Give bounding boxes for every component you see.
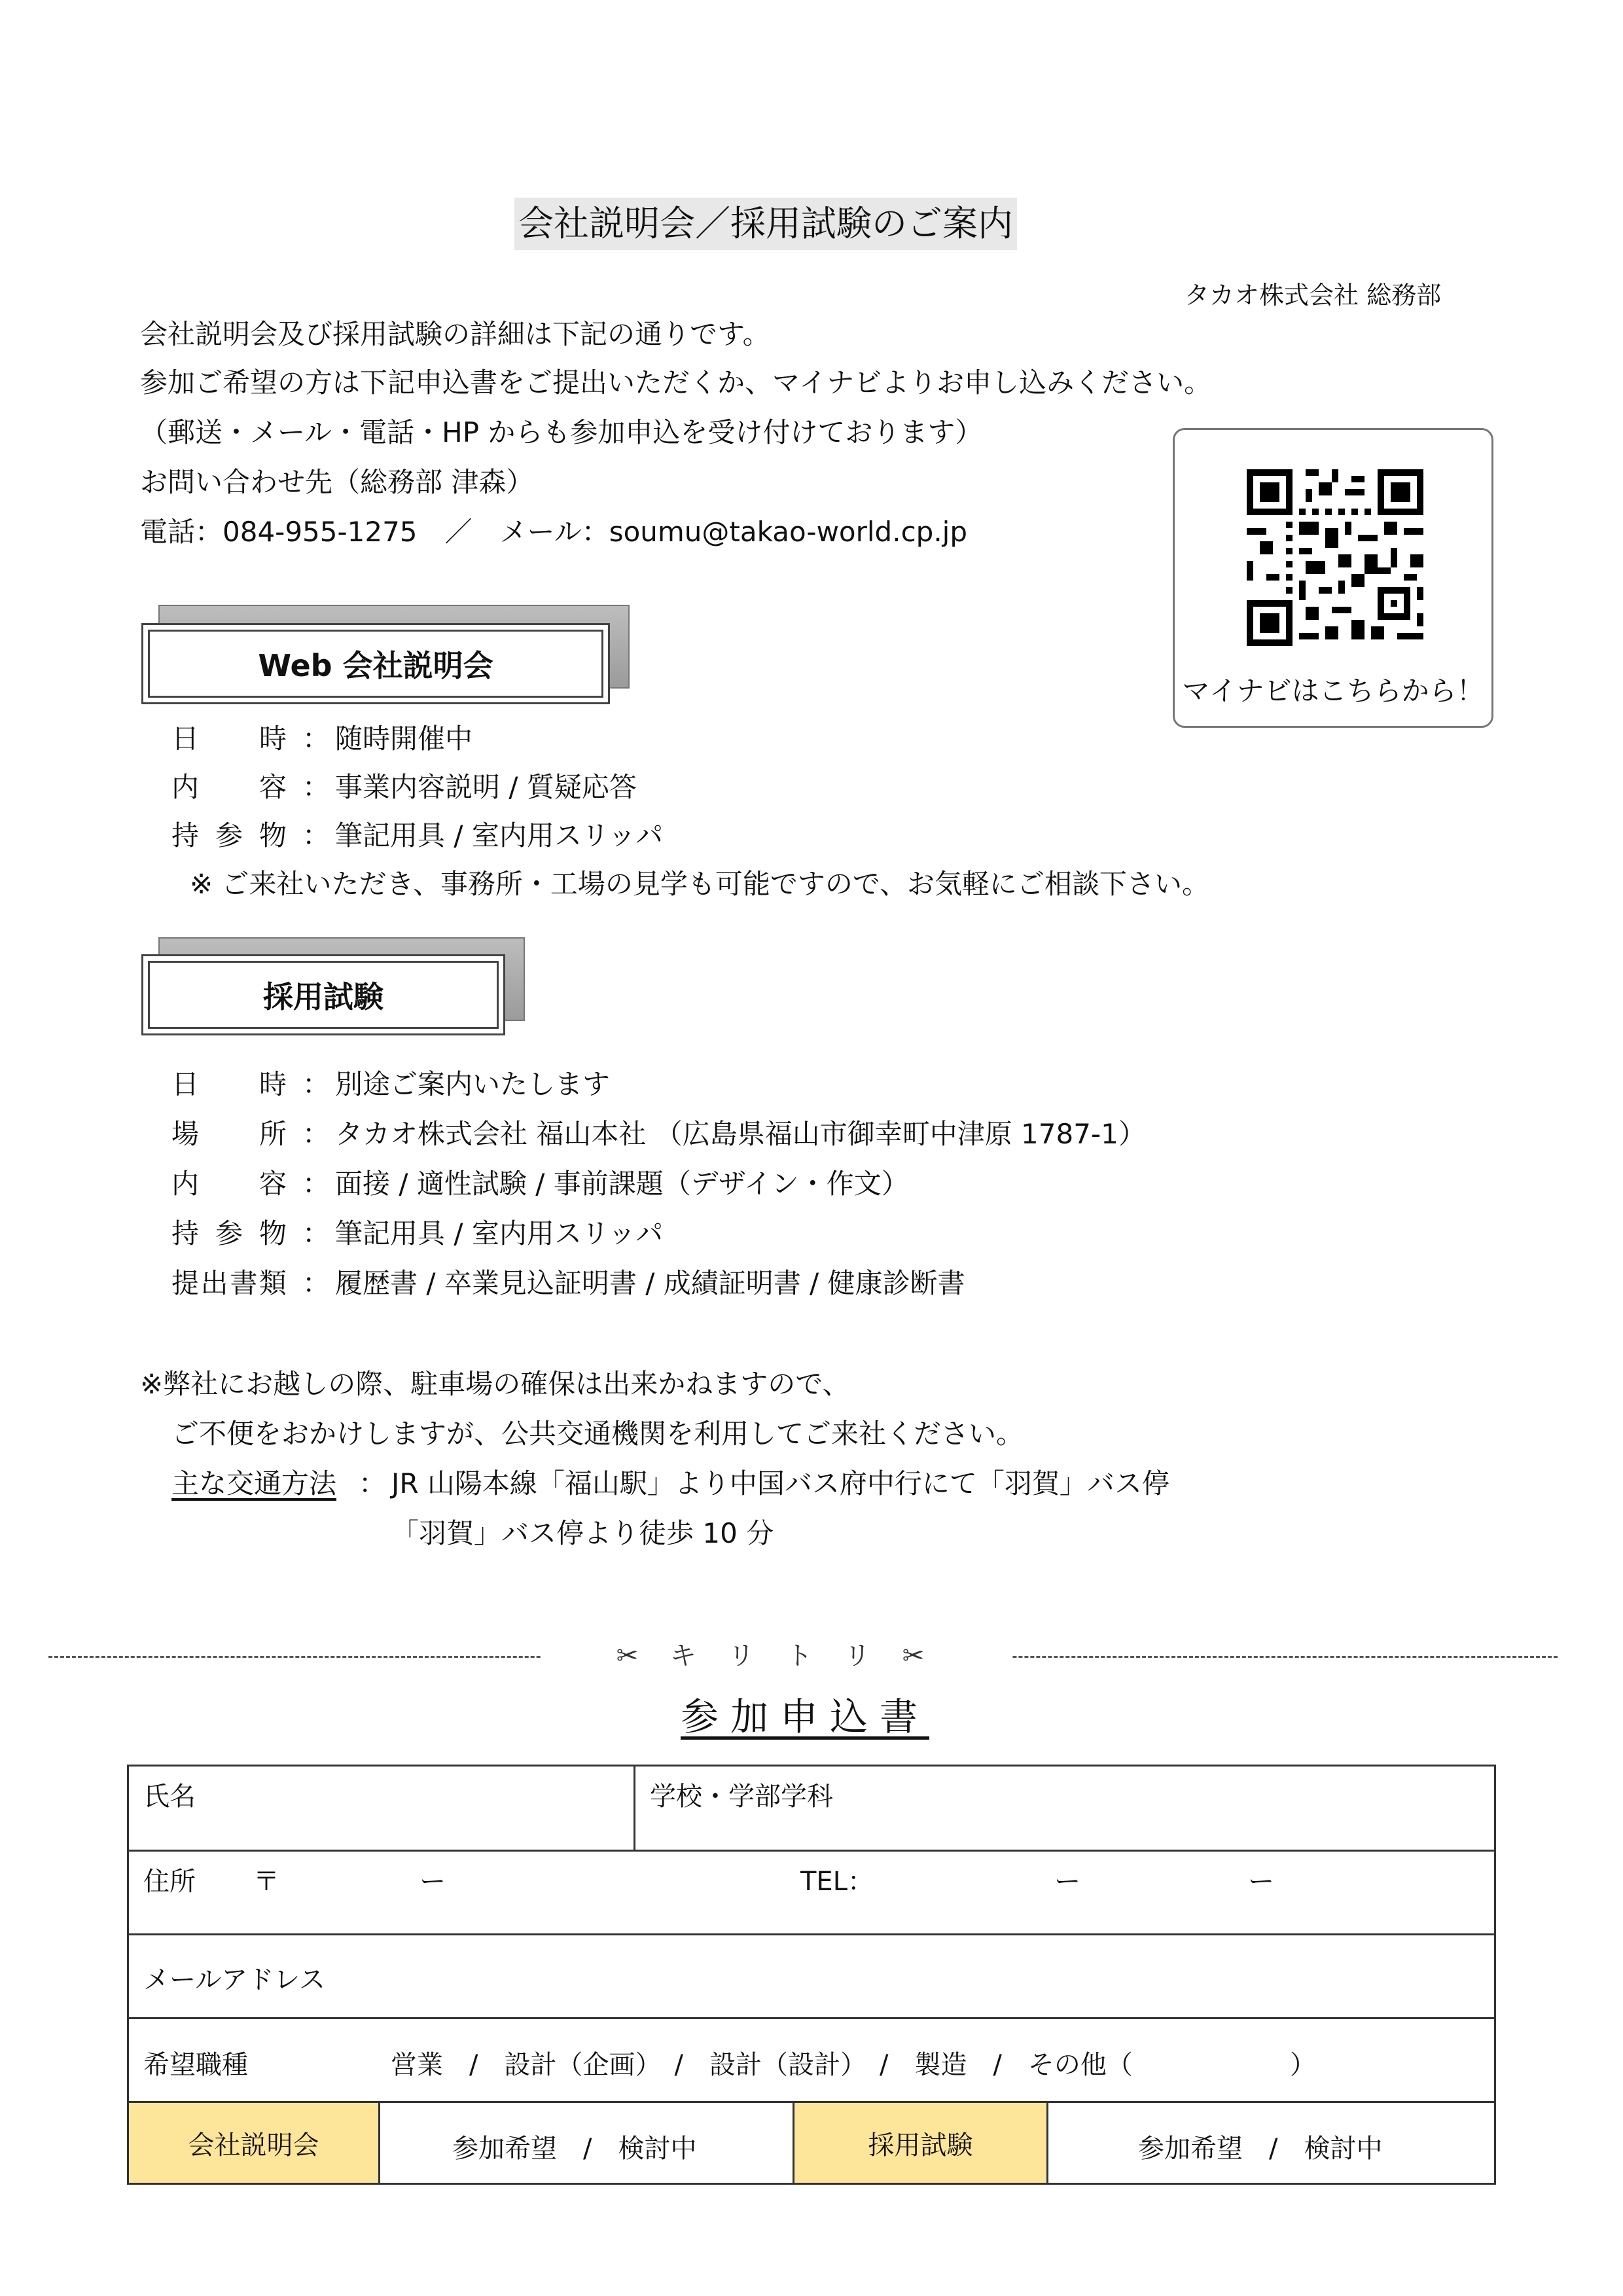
postal-dash: ー bbox=[419, 1867, 446, 1897]
web-seminar-heading: Web 会社説明会 bbox=[141, 623, 610, 704]
row-value: 面接 / 適性試験 / 事前課題（デザイン・作文） bbox=[335, 1168, 909, 1200]
row-value: タカオ株式会社 福山本社 （広島県福山市御幸町中津原 1787-1） bbox=[335, 1118, 1146, 1150]
row-value: 筆記用具 / 室内用スリッパ bbox=[335, 819, 664, 852]
exam-row-documents: 提 出 書 類 ： 履歴書 / 卒業見込証明書 / 成績証明書 / 健康診断書 bbox=[0, 1262, 1623, 1299]
school-field-label: 学校・学部学科 bbox=[650, 1782, 833, 1812]
qr-caption: マイナビはこちらから！ bbox=[1182, 675, 1484, 707]
mynavi-qr-box[interactable] bbox=[1173, 428, 1493, 728]
address-tel-input[interactable] bbox=[134, 1895, 1489, 1930]
row-value: 随時開催中 bbox=[335, 723, 473, 755]
contact-phone-email: 電話：084-955-1275 ／ メール：soumu@takao-world.cp.jp bbox=[140, 516, 968, 548]
intro-line-1: 会社説明会及び採用試験の詳細は下記の通りです。 bbox=[140, 318, 770, 350]
exam-row-bring: 持 参 物 ： 筆記用具 / 室内用スリッパ bbox=[0, 1212, 1623, 1249]
row-label: 内 容 bbox=[171, 1168, 287, 1200]
exam-row-content: 内 容 ： 面接 / 適性試験 / 事前課題（デザイン・作文） bbox=[0, 1162, 1623, 1199]
tel-dash-1: ー bbox=[1054, 1867, 1080, 1897]
cut-label: ✂ キ リ ト リ ✂ bbox=[541, 1639, 1012, 1673]
exam-row-place: 場 所 ： タカオ株式会社 福山本社 （広島県福山市御幸町中津原 1787-1） bbox=[0, 1113, 1623, 1149]
address-field-label: 住所 bbox=[143, 1867, 196, 1897]
exam-options[interactable]: 参加希望 / 検討中 bbox=[1138, 2134, 1383, 2164]
name-field-label: 氏名 bbox=[143, 1782, 196, 1812]
tel-field-label: TEL： bbox=[800, 1867, 874, 1897]
transport-label: 主な交通方法 bbox=[171, 1467, 337, 1499]
job-field-label: 希望職種 bbox=[143, 2050, 248, 2080]
row-label: 持 参 物 bbox=[171, 1217, 287, 1249]
row-label: 日 時 bbox=[171, 723, 287, 755]
row-label: 持 参 物 bbox=[171, 819, 287, 852]
web-seminar-note: ※ ご来社いただき、事務所・工場の見学も可能ですので、お気軽にご相談下さい。 bbox=[190, 868, 1210, 900]
intro-line-3: （郵送・メール・電話・HP からも参加申込を受け付けております） bbox=[140, 416, 983, 448]
exam-label-cell: 採用試験 bbox=[794, 2103, 1046, 2183]
page-title: 会社説明会／採用試験のご案内 bbox=[514, 198, 1017, 250]
row-value: 別途ご案内いたします bbox=[335, 1068, 611, 1100]
row-value: 履歴書 / 卒業見込証明書 / 成績証明書 / 健康診断書 bbox=[335, 1267, 965, 1299]
form-title: 参加申込書 bbox=[681, 1695, 930, 1739]
parking-note-1: ※弊社にお越しの際、駐車場の確保は出来かねますので、 bbox=[140, 1368, 850, 1400]
tel-dash-2: ー bbox=[1248, 1867, 1274, 1897]
transport-line-2: 「羽賀」バス停より徒歩 10 分 bbox=[391, 1517, 774, 1549]
web-row-bring: 持 参 物 ： 筆記用具 / 室内用スリッパ bbox=[0, 814, 1623, 851]
row-label: 日 時 bbox=[171, 1068, 287, 1100]
row-label: 場 所 bbox=[171, 1118, 287, 1150]
exam-row-date: 日 時 ： 別途ご案内いたします bbox=[0, 1063, 1623, 1100]
row-label: 内 容 bbox=[171, 771, 287, 803]
web-row-date: 日 時 ： 随時開催中 bbox=[0, 717, 1623, 754]
intro-line-2: 参加ご希望の方は下記申込書をご提出いただくか、マイナビよりお申し込みください。 bbox=[140, 367, 1212, 399]
seminar-options[interactable]: 参加希望 / 検討中 bbox=[452, 2134, 697, 2164]
school-input[interactable] bbox=[639, 1807, 1490, 1846]
exam-heading: 採用試験 bbox=[141, 954, 505, 1035]
parking-note-2: ご不便をおかけしますが、公共交通機関を利用してご来社ください。 bbox=[171, 1418, 1024, 1450]
row-value: 事業内容説明 / 質疑応答 bbox=[335, 771, 637, 803]
application-form bbox=[127, 1765, 1496, 2185]
postal-mark: 〒 bbox=[253, 1867, 279, 1897]
transport-line-1: JR 山陽本線「福山駅」より中国バス府中行にて「羽賀」バス停 bbox=[391, 1467, 1169, 1499]
email-field-label: メールアドレス bbox=[143, 1965, 325, 1995]
transport-colon: ： bbox=[359, 1467, 387, 1499]
web-row-content: 内 容 ： 事業内容説明 / 質疑応答 bbox=[0, 766, 1623, 802]
qr-code-icon bbox=[1247, 469, 1423, 646]
job-options[interactable]: 営業 / 設計（企画） / 設計（設計） / 製造 / その他（ ） bbox=[391, 2050, 1316, 2080]
row-value: 筆記用具 / 室内用スリッパ bbox=[335, 1217, 664, 1249]
seminar-label-cell: 会社説明会 bbox=[129, 2103, 378, 2183]
contact-person: お問い合わせ先（総務部 津森） bbox=[140, 466, 534, 498]
row-label: 提 出 書 類 bbox=[171, 1267, 287, 1299]
email-input[interactable] bbox=[351, 1943, 1484, 2009]
company-name: タカオ株式会社 総務部 bbox=[1185, 281, 1442, 310]
name-input[interactable] bbox=[134, 1807, 629, 1846]
